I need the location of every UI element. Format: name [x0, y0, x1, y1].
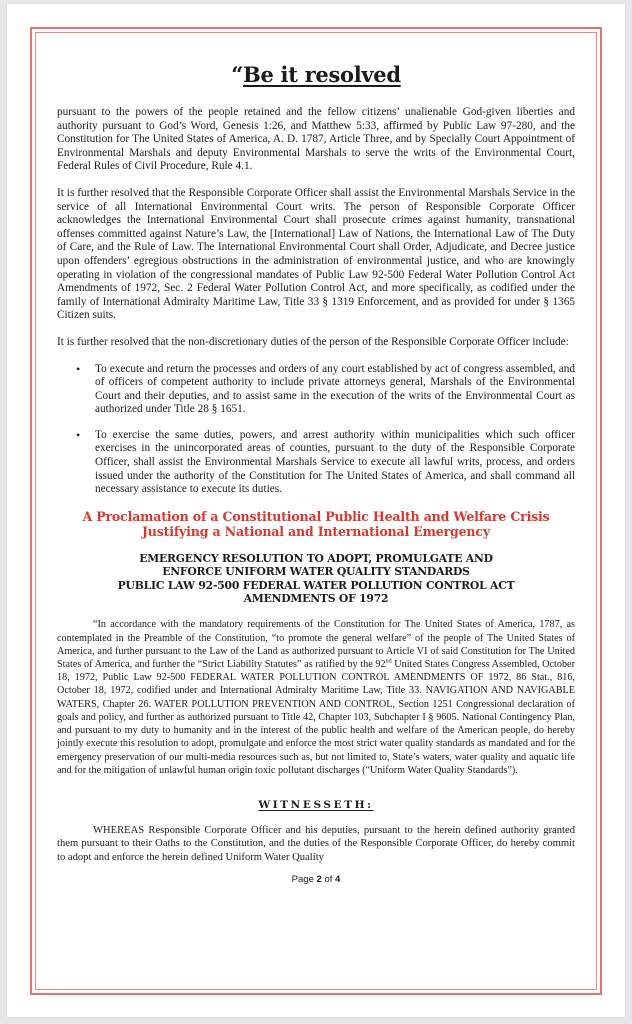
title-text: Be it resolved	[243, 62, 401, 87]
bullet-icon: •	[76, 427, 81, 442]
resolution-heading-line-2: ENFORCE UNIFORM WATER QUALITY STANDARDS	[162, 565, 470, 579]
paragraph-authority: pursuant to the powers of the people retained and the fellow citizens’ unalienable God-given liberties and authority pursuant to God’s Word, Genesis 1:26, and Matthew 5:33, affirmed by Public Law 97-280, and the Constitution for The United States of America, A. D. 1787, Article Three, and by Specially Court Appointment of Environmental Marshals and deputy Environmental Marshals to serve the writs of the Environmental Court, Federal Rules of Civil Procedure, Rule 4.1.	[57, 106, 575, 173]
duties-list-item	[76, 427, 575, 497]
total-pages: 4	[335, 874, 341, 886]
paragraph-assist-marshals: It is further resolved that the Responsible Corporate Officer shall assist the Environmental Marshals Service in the service of all International Environmental Court writs. The person of Responsible Corporate Officer acknowledges the International Environmental Court shall prosecute crimes against humanity, transnational offenses committed against Nature’s Law, the [International] Law of Nations, the International Law of The Duty of Care, and the Rule of Law. The International Environmental Court shall Order, Adjudicate, and Decree justice upon offenders’ egregious obstructions in the administration of environmental justice, and who are knowingly operating in violation of the congressional mandates of Public Law 92-500 Federal Water Pollution Control Act Amendments of 1972, Sec. 2 Federal Water Pollution Control Act, and more specifically, as codified under the family of International Admiralty Maritime Law, Title 33 § 1319 Enforcement, and as provided for under § 1365 Citizen suits.	[57, 186, 575, 322]
resolution-body-text-2: United States Congress Assembled, October 18, 1972, Public Law 92-500 FEDERAL WATER POLLUTION CONTROL AMENDMENTS OF 1972, 86 Stat., 816, October 18, 1972, codified under and International Admiralty Maritime Law, Title 33. NAVIGATION AND NAVIGABLE WATERS, Chapter 26. WATER POLLUTION PREVENTION AND CONTROL, Section 1251 Congressional declaration of goals and policy, and further as authorized pursuant to Title 42, Chapter 103, Subchapter I § 9605. National Contingency Plan, and pursuant to my duty to humanity and in the interest of the public health and welfare of the American people, do hereby jointly execute this resolution to adopt, promulgate and enforce the most strict water quality standards as mandated and for the emergency preservation of our multi-media resources such as, but not limited to, State’s waters, water quality and aquatic life and for the mitigation of unlawful human origin toxic pollutant discharges (“Uniform Water Quality Standards”).	[57, 659, 575, 776]
whereas-paragraph: WHEREAS Responsible Corporate Officer and his deputies, pursuant to the herein defined authority granted them pursuant to their Oaths to the Constitution, and the duties of the Responsible Corporate Officer, do hereby commit to adopt and enforce the herein defined Uniform Water Quality	[57, 824, 575, 863]
page-number	[57, 874, 575, 885]
page-label: Page	[291, 874, 314, 886]
duties-list-item	[76, 361, 575, 417]
resolution-body-text-1: “In accordance with the mandatory requirements of the Constitution for The United States of America, 1787, as contemplated in the Preamble of the Constitution, “to promote the general welfare” of the people of The United States of America, and further pursuant to the Law of the Land as authorized pursuant to Article VI of said Constitution for The United States of America, and further the “Strict Liability Statutes” as ratified by the 92	[57, 619, 575, 671]
duty-text: To exercise the same duties, powers, and arrest authority within municipalities which such officer exercises in the unincorporated areas of counties, pursuant to the duty of the Responsible Corporate Officer, shall assist the Environmental Marshals Service to execute all lawful writs, process, and orders issued under the authority of the Constitution for The United States of America, and shall command all necessary assistance to execute its duties.	[95, 428, 575, 496]
paragraph-duties-intro: It is further resolved that the non-discretionary duties of the person of the Responsible Corporate Officer include:	[57, 335, 569, 348]
witnesseth-text: WITNESSETH:	[258, 798, 374, 811]
current-page: 2	[316, 874, 322, 886]
proclamation-line-1: A Proclamation of a Constitutional Public Health and Welfare Crisis	[82, 508, 550, 524]
page-content	[57, 62, 575, 885]
page-title	[57, 62, 575, 88]
resolution-heading-line-4: AMENDMENTS OF 1972	[243, 592, 389, 606]
duties-list	[57, 363, 575, 497]
ordinal-superscript: nd	[385, 658, 392, 665]
resolution-heading	[57, 552, 575, 606]
document-page	[7, 4, 625, 1017]
proclamation-heading	[57, 509, 575, 540]
resolution-heading-line-3: PUBLIC LAW 92-500 FEDERAL WATER POLLUTION CONTROL ACT	[117, 578, 515, 592]
proclamation-line-2: Justifying a National and International Emergency	[142, 524, 490, 540]
title-open-quote: “	[231, 62, 244, 87]
resolution-heading-line-1: EMERGENCY RESOLUTION TO ADOPT, PROMULGATE AND	[139, 551, 493, 565]
of-label: of	[324, 874, 333, 886]
witnesseth-heading	[57, 799, 575, 811]
resolution-body	[57, 618, 575, 776]
duty-text: To execute and return the processes and orders of any court established by act of congress assembled, and of officers of competent authority to include private attorneys general, Marshals of the Environmental Court and their deputies, and to assist same in the execution of the writs of the Environmental Court as authorized under Title 28 § 1651.	[95, 362, 575, 416]
bullet-icon: •	[76, 361, 81, 376]
